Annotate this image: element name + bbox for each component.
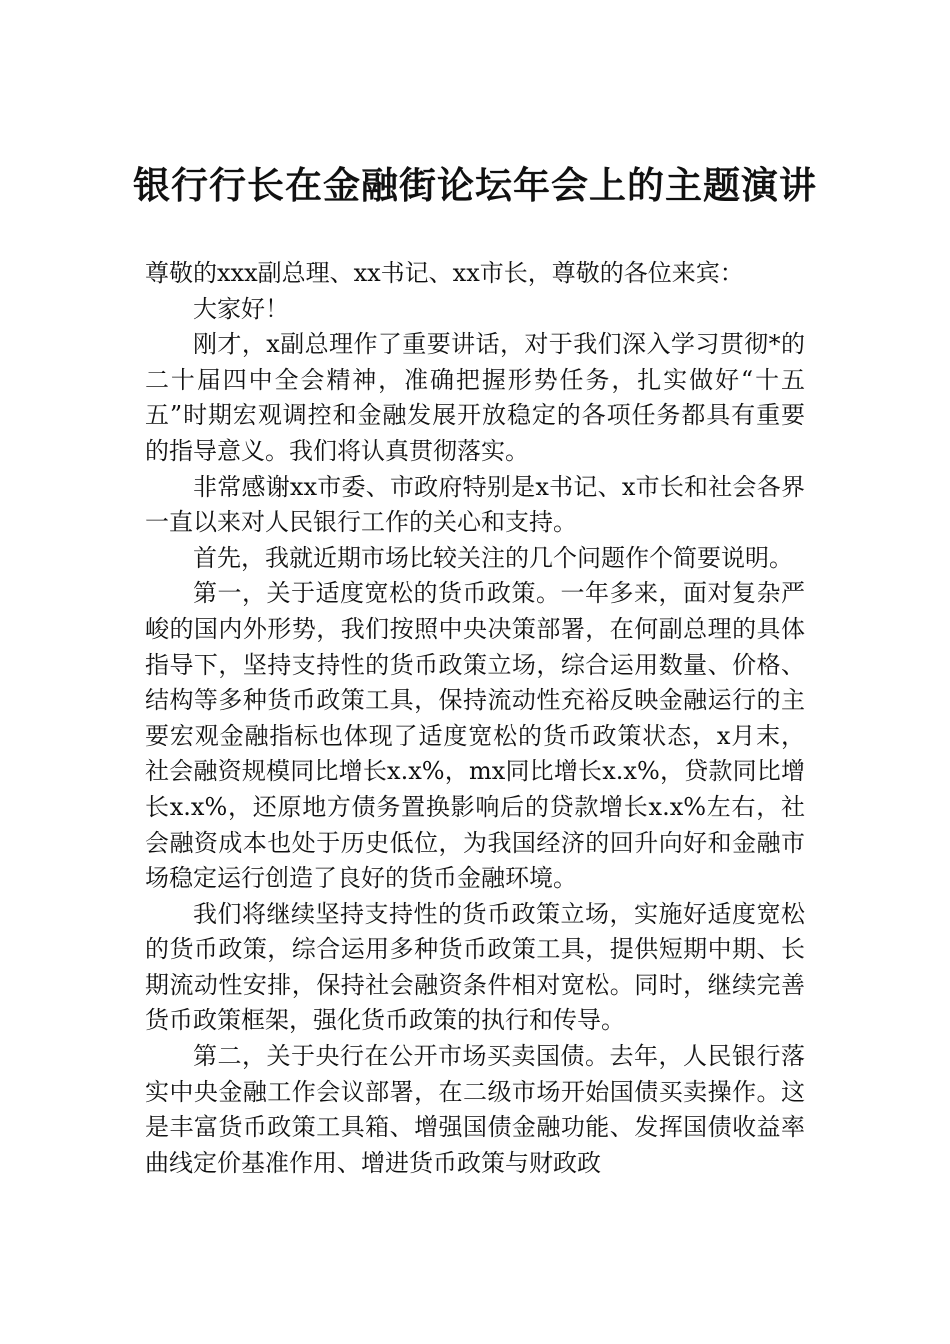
document-title: 银行行长在金融街论坛年会上的主题演讲 (133, 163, 817, 207)
document-body (145, 256, 805, 1181)
paragraph-intro: 首先，我就近期市场比较关注的几个问题作个简要说明。 (193, 543, 793, 572)
paragraph-bond-trading: 第二，关于央行在公开市场买卖国债。去年，人民银行落实中央金融工作会议部署，在二级市场开始国债买卖操作。这是丰富货币政策工具箱、增强国债金融功能、发挥国债收益率曲线定价基准作用、增进货币政策与财政政 (145, 1042, 805, 1177)
paragraph-policy-continuation: 我们将继续坚持支持性的货币政策立场，实施好适度宽松的货币政策，综合运用多种货币政策工具，提供短期中期、长期流动性安排，保持社会融资条件相对宽松。同时，继续完善货币政策框架，强化货币政策的执行和传导。 (145, 899, 805, 1035)
paragraph-greeting: 大家好！ (193, 294, 289, 323)
paragraph-opening: 刚才，x副总理作了重要讲话，对于我们深入学习贯彻*的二十届四中全会精神，准确把握形势任务，扎实做好“十五五”时期宏观调控和金融发展开放稳定的各项任务都具有重要的指导意义。我们将认真贯彻落实。 (145, 330, 805, 465)
paragraph-thanks: 非常感谢xx市委、市政府特别是x书记、x市长和社会各界一直以来对人民银行工作的关心和支持。 (145, 472, 805, 537)
salutation: 尊敬的xxx副总理、xx书记、xx市长，尊敬的各位来宾： (145, 259, 744, 287)
paragraph-monetary-policy: 第一，关于适度宽松的货币政策。一年多来，面对复杂严峻的国内外形势，我们按照中央决策部署，在何副总理的具体指导下，坚持支持性的货币政策立场，综合运用数量、价格、结构等多种货币政策工具，保持流动性充裕反映金融运行的主要宏观金融指标也体现了适度宽松的货币政策状态，x月末，社会融资规模同比增长x.x%，mx同比增长x.x%，贷款同比增长x.x%，还原地方债务置换影响后的贷款增长x.x%左右，社会融资成本也处于历史低位，为我国经济的回升向好和金融市场稳定运行创造了良好的货币金融环境。 (145, 579, 805, 893)
